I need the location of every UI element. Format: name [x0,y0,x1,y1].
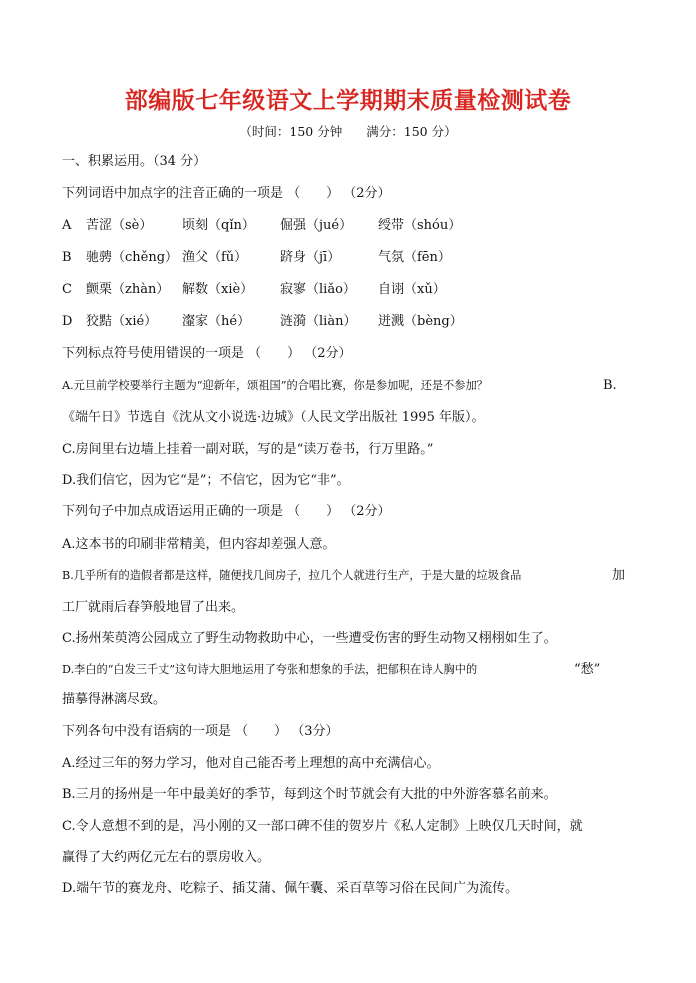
question-2-option-b: 《端午日》节选自《沈从文小说选·边城》（人民文学出版社 1995 年版）。 [62,410,485,425]
exam-subtitle [0,122,696,140]
option-word: 顷刻（qǐn） [182,218,255,233]
section-heading: 一、积累运用。（34 分） [62,154,207,169]
question-1-stem: 下列词语中加点字的注音正确的一项是 （ ） （2分） [62,186,391,201]
question-2-option-a: A.元旦前学校要举行主题为“迎新年，颂祖国”的合唱比赛，你是参加呢，还是不参加？ [62,379,488,392]
option-word: 苦涩（sè） [86,218,153,233]
option-word: 迸溅（bèng） [378,314,463,329]
option-word: 驰骋（chěng） [86,250,179,265]
full-score: 满分：150 分） [366,124,457,139]
question-3-option-b-cont: 工厂就雨后春笋般地冒了出来。 [62,600,245,615]
option-word: 气氛（fēn） [378,250,451,265]
option-word: 渔父（fǔ） [182,250,248,265]
question-3-option-d-end: “愁” [574,662,601,677]
option-letter: C [62,282,72,297]
question-3-option-d-cont: 描摹得淋漓尽致。 [62,692,167,707]
option-letter: B [62,250,72,265]
option-word: 倔强（jué） [280,218,353,233]
option-word: 寂寥（liǎo） [280,282,356,297]
option-letter: A [62,218,72,233]
question-2-stem: 下列标点符号使用错误的一项是 （ ） （2分） [62,346,352,361]
question-2-option-b-letter: B. [603,378,617,393]
exam-title: 部编版七年级语文上学期期末质量检测试卷 [124,88,572,114]
option-word: 颤栗（zhàn） [86,282,170,297]
option-word: 涟漪（liàn） [280,314,357,329]
option-letter: D [62,314,73,329]
option-word: 绶带（shóu） [378,218,462,233]
question-4-option-d: D.端午节的赛龙舟、吃粽子、插艾蒲、佩午囊、采百草等习俗在民间广为流传。 [62,881,519,896]
question-3-option-b-end: 加 [612,568,626,583]
question-2-option-d: D.我们信它，因为它“是”；不信它，因为它“非”。 [62,473,350,488]
option-word: 狡黠（xié） [86,314,158,329]
question-3-option-a: A.这本书的印刷非常精美，但内容却差强人意。 [62,537,336,552]
time-limit: （时间：150 分钟 [239,124,343,139]
option-word: 瀣家（hé） [182,314,251,329]
question-4-option-a: A.经过三年的努力学习，他对自己能否考上理想的高中充满信心。 [62,756,440,771]
question-3-stem: 下列句子中加点成语运用正确的一项是 （ ） （2分） [62,504,391,519]
question-4-option-c: C.令人意想不到的是，冯小刚的又一部口碑不佳的贺岁片《私人定制》上映仅几天时间，就 [62,819,583,834]
question-2-option-c: C.房间里右边墙上挂着一副对联，写的是“读万卷书，行万里路。” [62,442,434,457]
question-3-option-c: C.扬州茱萸湾公园成立了野生动物救助中心，一些遭受伤害的野生动物又栩栩如生了。 [62,631,557,646]
option-word: 自诩（xǔ） [378,282,446,297]
question-4-option-b: B.三月的扬州是一年中最美好的季节，每到这个时节就会有大批的中外游客慕名前来。 [62,787,557,802]
option-word: 解数（xiè） [182,282,254,297]
question-3-option-b: B.几乎所有的造假者都是这样，随便找几间房子，拉几个人就进行生产，于是大量的垃圾食品 [62,569,522,582]
question-4-stem: 下列各句中没有语病的一项是 （ ） （3分） [62,724,339,739]
question-4-option-c-cont: 赢得了大约两亿元左右的票房收入。 [62,850,271,865]
option-word: 跻身（jī） [280,250,341,265]
question-3-option-d: D.李白的“白发三千丈”这句诗大胆地运用了夸张和想象的手法，把郁积在诗人胸中的 [62,663,478,676]
